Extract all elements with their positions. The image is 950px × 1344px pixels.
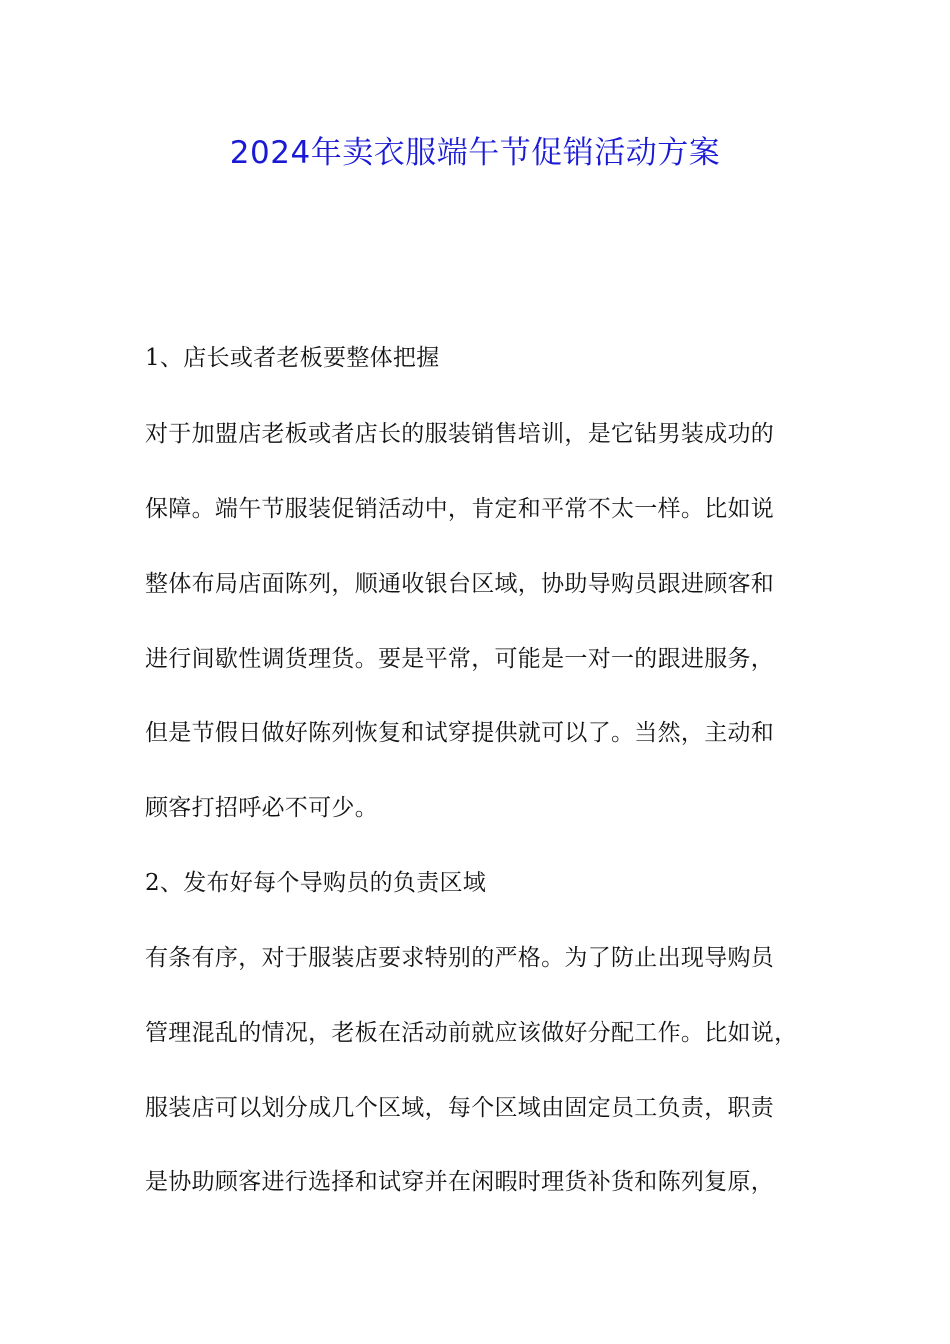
- section-heading-2: 2、发布好每个导购员的负责区域: [145, 870, 487, 896]
- paragraph-line: 有条有序，对于服装店要求特别的严格。为了防止出现导购员: [145, 945, 775, 971]
- paragraph-line: 整体布局店面陈列，顺通收银台区域，协助导购员跟进顾客和: [145, 571, 775, 597]
- paragraph-line: 管理混乱的情况，老板在活动前就应该做好分配工作。比如说，: [145, 1020, 798, 1046]
- document-title: 2024年卖衣服端午节促销活动方案: [229, 135, 721, 171]
- section-heading-1: 1、店长或者老板要整体把握: [145, 345, 440, 371]
- paragraph-line: 顾客打招呼必不可少。: [145, 795, 378, 821]
- paragraph-line: 是协助顾客进行选择和试穿并在闲暇时理货补货和陈列复原，: [145, 1169, 775, 1195]
- paragraph-line: 保障。端午节服装促销活动中，肯定和平常不太一样。比如说: [145, 496, 775, 522]
- paragraph-line: 但是节假日做好陈列恢复和试穿提供就可以了。当然，主动和: [145, 720, 775, 746]
- paragraph-line: 进行间歇性调货理货。要是平常，可能是一对一的跟进服务，: [145, 646, 775, 672]
- paragraph-line: 对于加盟店老板或者店长的服装销售培训，是它钻男装成功的: [145, 421, 775, 447]
- paragraph-line: 服装店可以划分成几个区域，每个区域由固定员工负责，职责: [145, 1095, 775, 1121]
